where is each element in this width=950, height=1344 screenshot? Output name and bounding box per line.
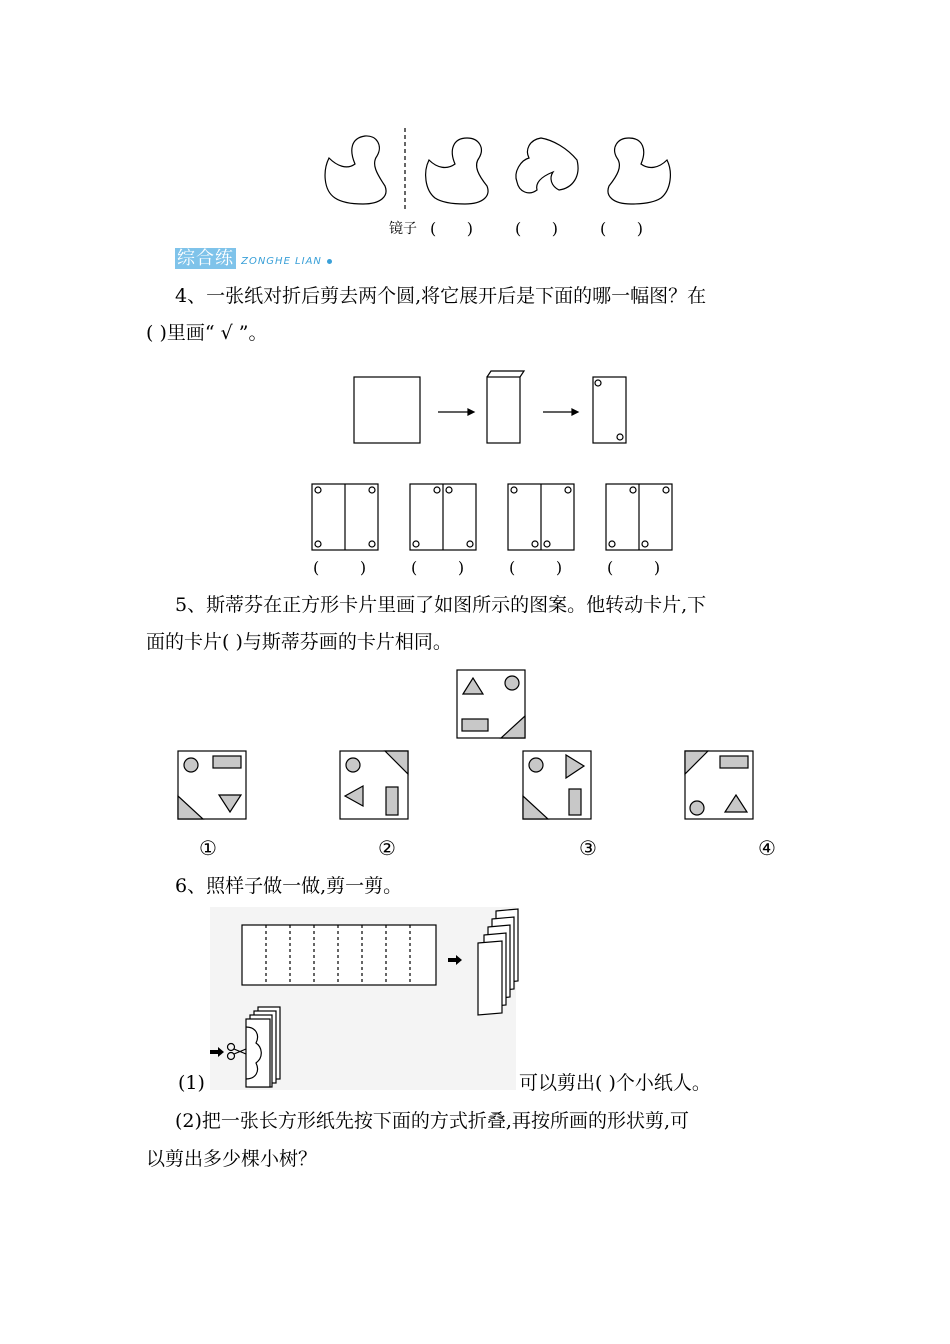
- q4-line1: 4、一张纸对折后剪去两个圆,将它展开后是下面的哪一幅图？在: [175, 285, 707, 307]
- arrow-icon-2: [210, 1047, 224, 1057]
- q4-fold-sequence: [350, 368, 640, 450]
- q4-answer-4[interactable]: ( ): [607, 558, 661, 577]
- q4-option-3: [508, 484, 574, 550]
- swan-mirror-figure: [315, 120, 685, 215]
- q5-option-label-2[interactable]: ②: [378, 836, 396, 860]
- q5-line2: 面的卡片( )与斯蒂芬画的卡片相同。: [146, 631, 452, 653]
- scissors-icon: [228, 1044, 247, 1060]
- q6-sub1-label: (1): [178, 1072, 205, 1094]
- arrow-icon: [448, 955, 462, 965]
- q5-options: [175, 748, 765, 822]
- q4-option-1: [312, 484, 378, 550]
- paper-strip: [242, 925, 436, 985]
- q4-answer-3[interactable]: ( ): [509, 558, 563, 577]
- mirror-label: 镜子: [389, 221, 417, 237]
- paper-square: [354, 377, 420, 443]
- section-badge-cn: 综合练: [177, 248, 234, 269]
- swan-option-b: [516, 138, 578, 193]
- paper-cut: [593, 377, 626, 443]
- swan-original: [325, 136, 386, 204]
- q6-sub2-line2: 以剪出多少棵小树？: [146, 1148, 318, 1170]
- q4-answer-2[interactable]: ( ): [411, 558, 465, 577]
- q5-option-4: [685, 751, 753, 819]
- q5-option-1: [178, 751, 246, 819]
- q5-line1: 5、斯蒂芬在正方形卡片里画了如图所示的图案。他转动卡片,下: [175, 594, 707, 616]
- q5-option-3: [523, 751, 591, 819]
- section-badge: [175, 248, 332, 270]
- mirror-answer-2[interactable]: ( ): [515, 219, 558, 238]
- q4-answer-1[interactable]: ( ): [313, 558, 367, 577]
- q6-fold-cut-figure: [210, 907, 530, 1092]
- folded-stack: [478, 909, 518, 1015]
- paper-folded: [487, 377, 520, 443]
- mirror-answer-1[interactable]: ( ): [430, 219, 473, 238]
- cut-stack: [246, 1007, 280, 1087]
- q6-title: 6、照样子做一做,剪一剪。: [175, 875, 403, 897]
- q5-option-label-4[interactable]: ④: [758, 836, 776, 860]
- q6-sub2-line1: (2)把一张长方形纸先按下面的方式折叠,再按所画的形状剪,可: [175, 1110, 689, 1132]
- q4-option-4: [606, 484, 672, 550]
- swan-option-c: [608, 138, 670, 204]
- q5-reference-card: [455, 668, 529, 742]
- swan-option-a: [426, 138, 488, 204]
- q5-option-label-3[interactable]: ③: [579, 836, 597, 860]
- pin-icon: [327, 259, 332, 264]
- q4-options: [308, 480, 678, 554]
- section-badge-en: ZONGHE LIAN: [241, 256, 322, 267]
- q4-option-2: [410, 484, 476, 550]
- q5-option-label-1[interactable]: ①: [199, 836, 217, 860]
- q4-line2: ( )里画“ √ ”。: [146, 322, 268, 344]
- mirror-answer-3[interactable]: ( ): [600, 219, 643, 238]
- q6-sub1-text: 可以剪出( )个小纸人。: [519, 1072, 711, 1094]
- q5-option-2: [340, 751, 408, 819]
